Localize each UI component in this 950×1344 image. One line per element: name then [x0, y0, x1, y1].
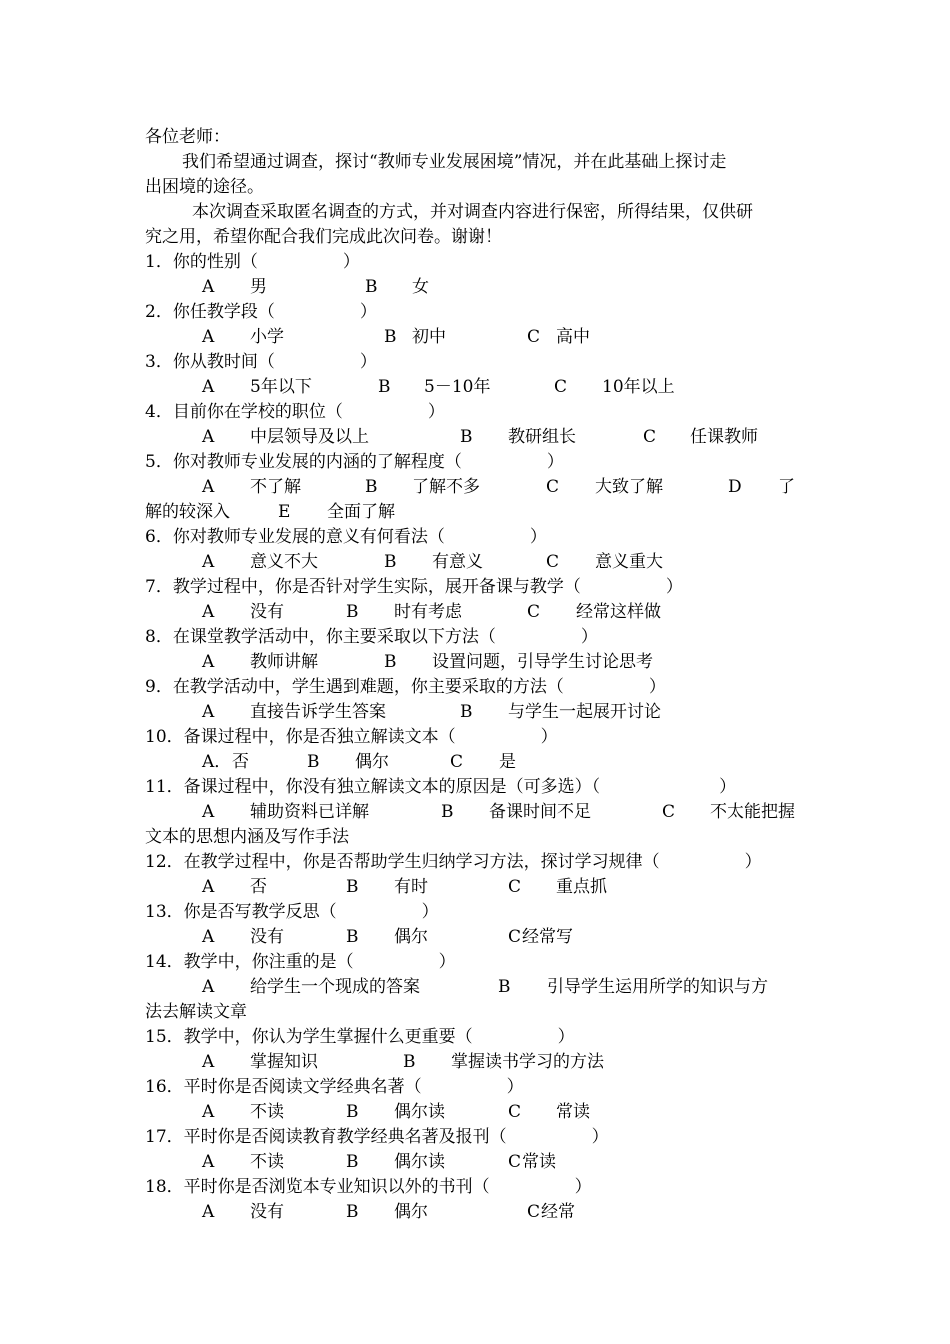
option-text-continued: 法去解读文章	[145, 1002, 247, 1022]
option-text: 掌握知识	[250, 1052, 318, 1072]
option-text: 有意义	[432, 552, 483, 572]
option-text: 初中	[412, 327, 446, 347]
option-text: 意义重大	[595, 552, 663, 572]
option-letter: B	[441, 802, 454, 822]
option-letter: A	[202, 1202, 215, 1222]
question-12: 12．在教学过程中，你是否帮助学生归纳学习方法，探讨学习规律（ ）	[145, 852, 762, 872]
option-text: 常读	[556, 1102, 590, 1122]
option-text: 是	[499, 752, 516, 772]
option-letter: B	[307, 752, 320, 772]
option-text: 不读	[250, 1102, 284, 1122]
option-text: 偶尔	[355, 752, 389, 772]
option-letter: A	[202, 802, 215, 822]
option-text: 没有	[250, 602, 284, 622]
option-letter: B	[384, 327, 397, 347]
option-text: 偶尔	[394, 927, 428, 947]
question-17: 17．平时你是否阅读教育教学经典名著及报刊（ ）	[145, 1127, 609, 1147]
option-letter: A	[202, 927, 215, 947]
option-text: 小学	[250, 327, 284, 347]
option-letter: A	[202, 1102, 215, 1122]
option-letter: C	[546, 552, 560, 572]
option-text: 有时	[394, 877, 428, 897]
option-text: 设置问题，引导学生讨论思考	[432, 652, 653, 672]
option-text: 女	[412, 277, 429, 297]
option-text: 教研组长	[508, 427, 576, 447]
option-letter: C	[662, 802, 676, 822]
option-letter: B	[346, 927, 359, 947]
option-text-continued: 文本的思想内涵及写作手法	[145, 827, 349, 847]
option-letter: B	[346, 877, 359, 897]
option-letter: E	[278, 502, 291, 522]
option-letter: A	[202, 602, 215, 622]
option-text-continued: 解的较深入	[145, 502, 230, 522]
option-text: 给学生一个现成的答案	[250, 977, 420, 997]
intro-paragraph-1-line-1: 我们希望通过调查，探讨“教师专业发展困境”情况，并在此基础上探讨走	[182, 152, 727, 172]
intro-paragraph-2-line-2: 究之用，希望你配合我们完成此次问卷。谢谢！	[145, 227, 502, 247]
question-1: 1．你的性别（ ）	[145, 252, 360, 272]
option-letter: B	[346, 1152, 359, 1172]
option-letter: B	[365, 277, 378, 297]
option-letter: B	[384, 652, 397, 672]
question-3: 3．你从教时间（ ）	[145, 352, 377, 372]
option-letter: A	[202, 1152, 215, 1172]
question-4: 4．目前你在学校的职位（ ）	[145, 402, 445, 422]
option-text: 大致了解	[595, 477, 663, 497]
option-text: 否	[250, 877, 267, 897]
option-text: 教师讲解	[250, 652, 318, 672]
option-text: 了解不多	[412, 477, 480, 497]
option-text: 男	[250, 277, 267, 297]
option-text: 偶尔读	[394, 1102, 445, 1122]
option-letter: B	[346, 1102, 359, 1122]
option-letter: D	[728, 477, 742, 497]
greeting: 各位老师：	[145, 127, 230, 147]
option-letter: A	[202, 1052, 215, 1072]
option-text: 没有	[250, 927, 284, 947]
option-letter: C	[450, 752, 464, 772]
option-letter: A	[202, 377, 215, 397]
option-letter: B	[346, 1202, 359, 1222]
option-text: 不太能把握	[710, 802, 795, 822]
option-text: 直接告诉学生答案	[250, 702, 386, 722]
option-text: 经常	[541, 1202, 575, 1222]
option-letter: C	[643, 427, 657, 447]
option-text: 时有考虑	[394, 602, 462, 622]
option-letter: A	[202, 477, 215, 497]
option-letter: A	[202, 327, 215, 347]
question-9: 9．在教学活动中，学生遇到难题，你主要采取的方法（ ）	[145, 677, 666, 697]
question-8: 8．在课堂教学活动中，你主要采取以下方法（ ）	[145, 627, 598, 647]
question-18: 18．平时你是否浏览本专业知识以外的书刊（ ）	[145, 1177, 592, 1197]
option-text: 了	[778, 477, 795, 497]
option-text: 辅助资料已详解	[250, 802, 369, 822]
question-11: 11．备课过程中，你没有独立解读文本的原因是（可多选）（ ）	[145, 777, 737, 797]
option-letter: C	[508, 877, 522, 897]
option-text: 经常这样做	[576, 602, 661, 622]
option-letter: A	[202, 427, 215, 447]
option-letter: A	[202, 652, 215, 672]
question-10: 10．备课过程中，你是否独立解读文本（ ）	[145, 727, 558, 747]
option-letter: C	[527, 327, 541, 347]
option-text: 没有	[250, 1202, 284, 1222]
option-text: 重点抓	[556, 877, 607, 897]
option-letter: B	[403, 1052, 416, 1072]
intro-paragraph-1-line-2: 出困境的途径。	[145, 177, 264, 197]
question-13: 13．你是否写教学反思（ ）	[145, 902, 439, 922]
option-letter: B	[378, 377, 391, 397]
option-letter: C	[546, 477, 560, 497]
question-16: 16．平时你是否阅读文学经典名著（ ）	[145, 1077, 524, 1097]
option-text: 意义不大	[250, 552, 318, 572]
option-text: 5－10年	[424, 377, 491, 397]
option-text: 任课教师	[690, 427, 758, 447]
option-letter: A	[202, 277, 215, 297]
option-letter: C	[527, 1202, 541, 1222]
option-text: 偶尔读	[394, 1152, 445, 1172]
option-text: 常读	[522, 1152, 556, 1172]
option-letter: C	[508, 1102, 522, 1122]
option-letter: A．	[202, 752, 232, 772]
option-text: 全面了解	[327, 502, 395, 522]
option-text: 备课时间不足	[489, 802, 591, 822]
option-text: 高中	[556, 327, 590, 347]
option-text: 经常写	[522, 927, 573, 947]
option-text: 否	[232, 752, 249, 772]
option-letter: B	[384, 552, 397, 572]
option-text: 10年以上	[602, 377, 675, 397]
option-letter: A	[202, 977, 215, 997]
option-letter: B	[346, 602, 359, 622]
question-6: 6．你对教师专业发展的意义有何看法（ ）	[145, 527, 547, 547]
question-15: 15．教学中，你认为学生掌握什么更重要（ ）	[145, 1027, 575, 1047]
option-letter: A	[202, 877, 215, 897]
option-text: 与学生一起展开讨论	[508, 702, 661, 722]
option-letter: B	[365, 477, 378, 497]
option-text: 引导学生运用所学的知识与方	[547, 977, 768, 997]
option-letter: C	[527, 602, 541, 622]
option-text: 不读	[250, 1152, 284, 1172]
intro-paragraph-2-line-1: 本次调查采取匿名调查的方式，并对调查内容进行保密，所得结果，仅供研	[192, 202, 753, 222]
option-letter: C	[508, 1152, 522, 1172]
option-letter: A	[202, 552, 215, 572]
option-text: 偶尔	[394, 1202, 428, 1222]
option-text: 5年以下	[250, 377, 312, 397]
option-letter: B	[498, 977, 511, 997]
option-text: 掌握读书学习的方法	[451, 1052, 604, 1072]
question-5: 5．你对教师专业发展的内涵的了解程度（ ）	[145, 452, 564, 472]
option-letter: A	[202, 702, 215, 722]
question-7: 7．教学过程中，你是否针对学生实际，展开备课与教学（ ）	[145, 577, 683, 597]
option-text: 不了解	[250, 477, 301, 497]
option-letter: B	[460, 702, 473, 722]
option-text: 中层领导及以上	[250, 427, 369, 447]
question-14: 14．教学中，你注重的是（ ）	[145, 952, 456, 972]
option-letter: B	[460, 427, 473, 447]
option-letter: C	[554, 377, 568, 397]
question-2: 2．你任教学段（ ）	[145, 302, 377, 322]
option-letter: C	[508, 927, 522, 947]
